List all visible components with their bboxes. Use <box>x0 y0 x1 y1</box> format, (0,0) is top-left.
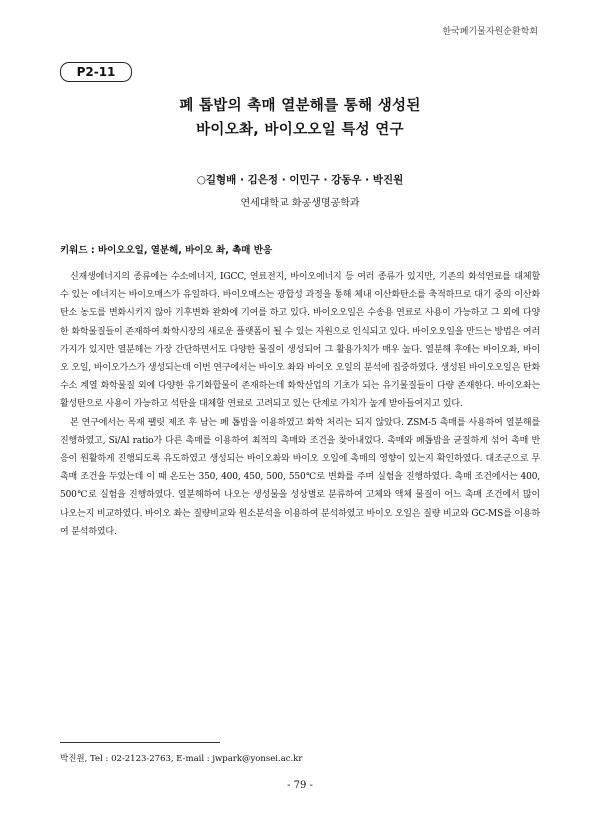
affiliation: 연세대학교 화공생명공학과 <box>240 198 360 209</box>
page-number: - 79 - <box>287 780 313 791</box>
paragraph-2: 본 연구에서는 목재 팰릿 제조 후 남는 폐 톱밥을 이용하였고 화학 처리는 되지 않았다. ZSM-5 촉매를 사용하여 열분해를 진행하였고, Si/Al ratio가 다른 촉매를 이용하여 최적의 촉매와 조건을 찾아내었다. 촉매와 폐톱밥을 균질하게 섞어 촉매 반응이 원활하게 진행되도록 유도하였고 생성되는 바이오촤와 바이오 오일에 촉매의 영향이 있는지 확인하였다. 대조군으로 무촉매 조건을 두었는데 이 때 온도는 350, 400, 450, 500, 550℃로 변화를 주며 실험을 진행하였다. 촉매 조건에서는 400, 500℃로 실험을 진행하였다. 열분해하여 나오는 생성물을 성상별로 분류하여 고체와 액체 물질이 어느 촉매 조건에서 많이 나오는지 비교하였다. 바이오 촤는 질량비교와 원소분석을 이용하여 분석하였고 바이오 오일은 질량 비교와 GC-MS를 이용하여 분석하였다. <box>60 417 540 537</box>
corresponding-author-footnote: 박진원, Tel : 02-2123-2763, E-mail : jwpark@yonsei.ac.kr <box>60 754 303 764</box>
keywords: 키워드 : 바이오오일, 열분해, 바이오 촤, 촉매 반응 <box>60 245 273 256</box>
abstract-body <box>60 268 540 541</box>
paper-title-line-1: 폐 톱밥의 촉매 열분해를 통해 생성된 <box>179 98 421 114</box>
paragraph-1: 신재생에너지의 종류에는 수소에너지, IGCC, 연료전지, 바이오에너지 등 여러 종류가 있지만, 기존의 화석연료를 대체할 수 있는 에너지는 바이오매스가 유일하다. 바이오매스는 광합성 과정을 통해 체내 이산화탄소를 축적하므로 대기 중의 이산화탄소 농도를 변화시키지 않아 기후변화 완화에 기여를 하고 있다. 바이오오일은 수송용 연료로 사용이 가능하고 그 외에 다양한 화학물질들이 존재하여 화학시장의 새로운 플랫폼이 될 수 있는 자원으로 인식되고 있다. 바이오오일을 만드는 방법은 여러 가지가 있지만 열분해는 가장 간단하면서도 다양한 물질이 생성되어 그 활용가치가 매우 높다. 열분해 후에는 바이오촤, 바이오 오일, 바이오가스가 생성되는데 이번 연구에서는 바이오 촤와 바이오 오일의 분석에 집중하였다. 생성된 바이오오일은 탄화수소 계열 화학물질 외에 다양한 유기화합물이 존재하는데 화학산업의 기초가 되는 유기물질들이 다량 존재한다. 바이오촤는 활성탄으로 사용이 가능하고 석탄을 대체할 연료로 고려되고 있는 단계로 가치가 높게 받아들여지고 있다. <box>60 272 540 410</box>
paper-code-badge: P2-11 <box>60 62 132 82</box>
paper-title-line-2: 바이오촤, 바이오오일 특성 연구 <box>196 122 404 138</box>
author-list: ○길형배 · 김은정 · 이민구 · 강동우 · 박진원 <box>196 174 404 186</box>
journal-header: 한국폐기물자원순환학회 <box>442 27 538 37</box>
footnote-divider <box>60 742 220 743</box>
